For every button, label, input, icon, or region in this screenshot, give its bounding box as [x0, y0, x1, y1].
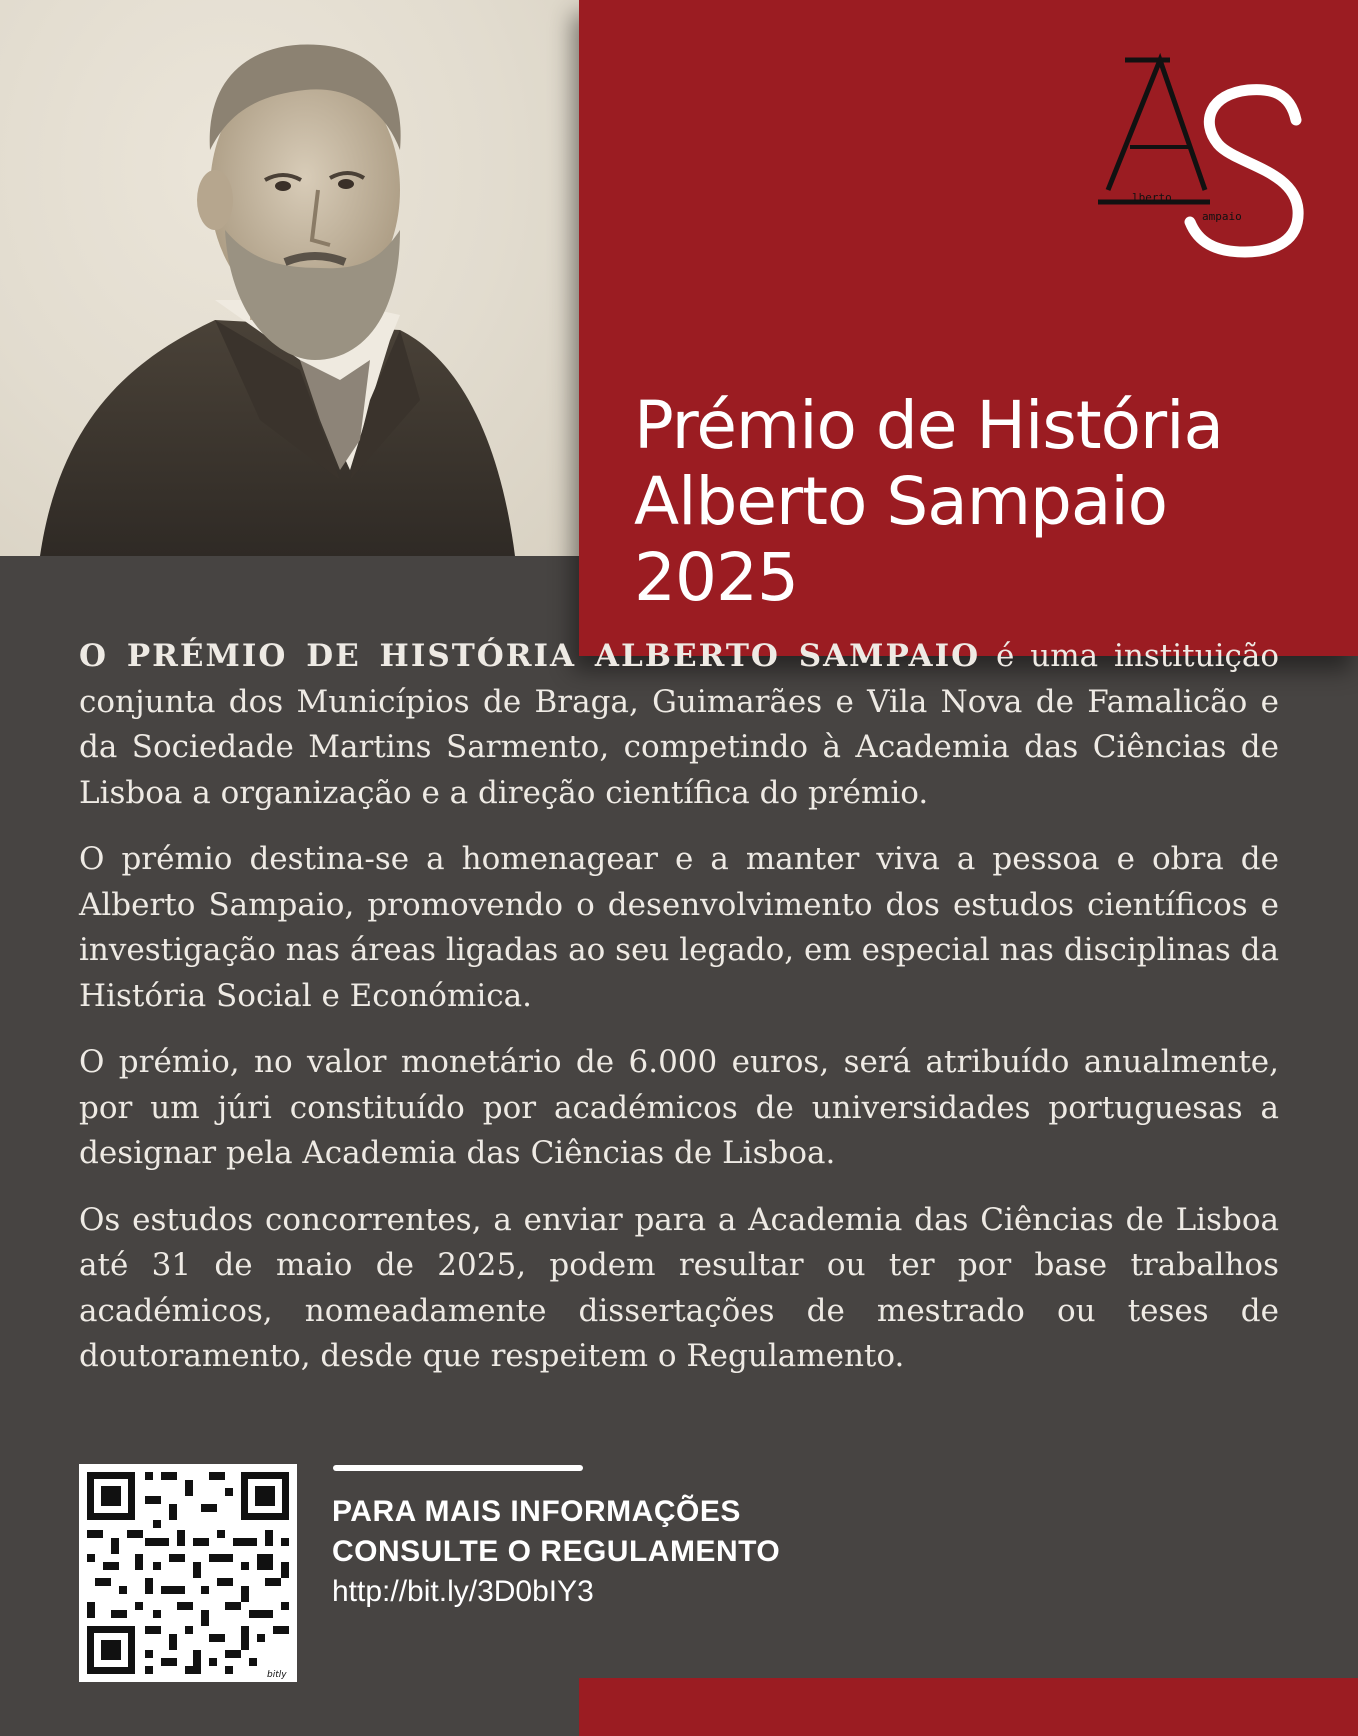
paragraph-1 [79, 634, 1279, 816]
as-logo [1090, 52, 1320, 272]
page-title [634, 388, 1334, 616]
paragraph-4: Os estudos concorrentes, a enviar para a Academia das Ciências de Lisboa até 31 de maio de 2025, podem resultar ou ter por base trabalhos académicos, nomeadamente dissertações de mestrado ou teses de doutoramento, desde que respeitem o Regulamento. [79, 1201, 1279, 1374]
info-block [332, 1492, 780, 1612]
regulation-link[interactable]: http://bit.ly/3D0bIY3 [332, 1575, 594, 1608]
info-line-1: PARA MAIS INFORMAÇÕES [332, 1495, 741, 1528]
qr-brand-label: bitly [267, 1670, 287, 1680]
paragraph-1-rest: é uma instituição conjunta dos Municípios de Braga, Guimarães e Vila Nova de Famalicão e da Sociedade Martins Sarmento, competindo à Academia das Ciências de Lisboa a organização e a direção científica do prémio. [79, 638, 1279, 811]
paragraph-3: O prémio, no valor monetário de 6.000 euros, será atribuído anualmente, por um júri constituído por académicos de universidades portuguesas a designar pela Academia das Ciências de Lisboa. [79, 1044, 1279, 1171]
qr-code[interactable] [79, 1464, 297, 1682]
logo-text-left: lberto [1132, 191, 1172, 204]
body-text [79, 634, 1279, 1401]
title-line-1: Prémio de História [634, 387, 1223, 464]
paragraph-2: O prémio destina-se a homenagear e a manter viva a pessoa e obra de Alberto Sampaio, promovendo o desenvolvimento dos estudos científicos e investigação nas áreas ligadas ao seu legado, em especial nas disciplinas da História Social e Económica. [79, 841, 1279, 1014]
info-line-2: CONSULTE O REGULAMENTO [332, 1535, 781, 1568]
logo-text-right: ampaio [1202, 210, 1242, 223]
title-line-2: Alberto Sampaio [634, 463, 1168, 540]
lead-caps: O PRÉMIO DE HISTÓRIA ALBERTO SAMPAIO [79, 638, 981, 674]
portrait-photo [0, 0, 579, 556]
divider [333, 1465, 583, 1471]
title-line-3: 2025 [634, 539, 798, 616]
bottom-bar [579, 1678, 1358, 1736]
